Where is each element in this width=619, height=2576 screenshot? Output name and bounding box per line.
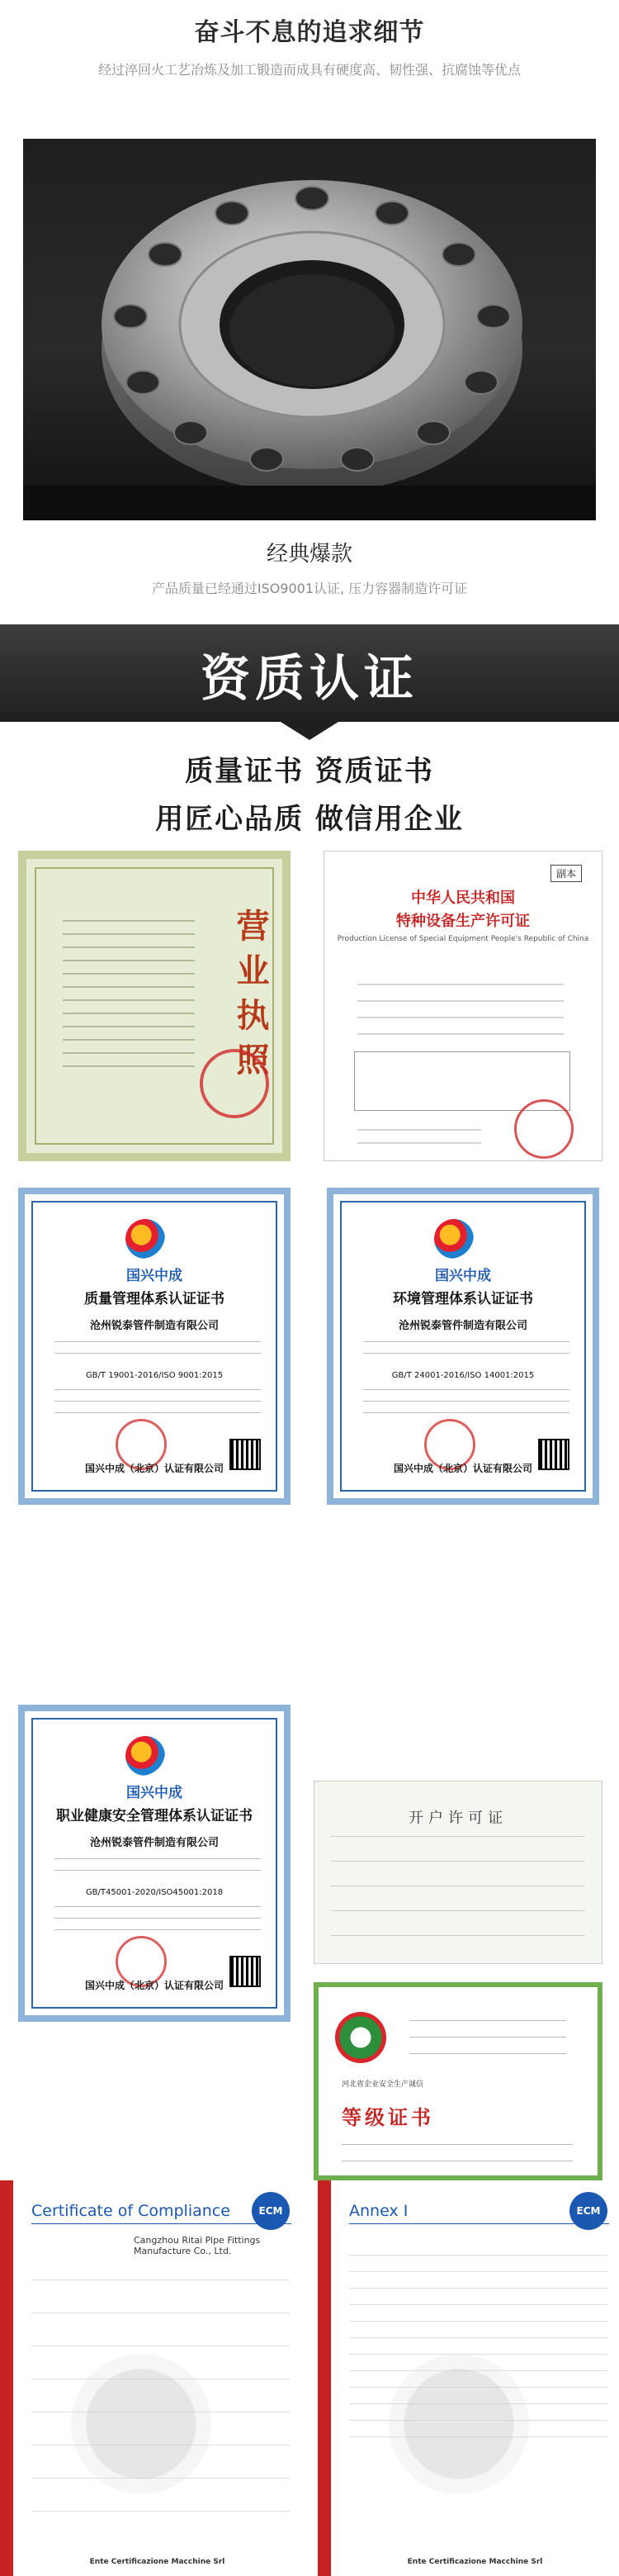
ce-annex-certificate (318, 2180, 619, 2576)
environment-management-certificate (327, 1188, 599, 1505)
watermark-icon (389, 2354, 529, 2494)
product-section (0, 0, 619, 611)
cert-title: 环境管理体系认证证书 (393, 1291, 533, 1307)
gxzc-logo-icon (434, 1219, 474, 1259)
ecm-logo-icon: ECM (252, 2192, 290, 2230)
copy-badge: 副本 (550, 865, 582, 882)
ohs-management-certificate (18, 1705, 291, 2022)
banner-notch (281, 722, 338, 740)
watermark-icon (71, 2354, 211, 2494)
safety-title: 等级证书 (342, 2106, 434, 2129)
qualification-banner (0, 624, 619, 722)
special-equipment-license (324, 851, 602, 1161)
permit-title: 开户许可证 (409, 1810, 508, 1827)
ce-footer: Ente Certificazione Macchine Srl (89, 2558, 225, 2566)
ecm-logo-icon: ECM (569, 2192, 607, 2230)
product-note: 产品质量已经通过ISO9001认证, 压力容器制造许可证 (151, 581, 468, 596)
cert-title: 职业健康安全管理体系认证证书 (56, 1808, 253, 1824)
cert-issuer: 国兴中成（北京）认证有限公司 (84, 1980, 224, 1991)
section-subtitle: 经过淬回火工艺冶炼及加工锻造而成具有硬度高、韧性强、抗腐蚀等优点 (97, 62, 521, 78)
cert-brand: 国兴中成 (126, 1268, 182, 1284)
slogan-line-1: 质量证书 资质证书 (185, 755, 434, 788)
ce-holder: Cangzhou Ritai Pipe Fittings Manufacture Co., Ltd. (134, 2235, 261, 2256)
quality-management-certificate (18, 1188, 291, 1505)
cert-company: 沧州锐泰管件制造有限公司 (89, 1837, 219, 1849)
product-name: 经典爆款 (266, 542, 352, 567)
flange-illustration (23, 139, 596, 520)
slogan-line-2: 用匠心品质 做信用企业 (155, 803, 464, 836)
ce-certificate-of-compliance (0, 2180, 301, 2576)
cert-standard: GB/T 19001-2016/ISO 9001:2015 (85, 1371, 224, 1380)
ce-title: Certificate of Compliance (31, 2202, 230, 2220)
cert-company: 沧州锐泰管件制造有限公司 (89, 1320, 219, 1332)
annex-footer: Ente Certificazione Macchine Srl (407, 2558, 543, 2566)
cert-brand: 国兴中成 (126, 1785, 182, 1801)
red-seal-icon (200, 1049, 269, 1118)
safety-emblem-icon (335, 2012, 386, 2063)
banner-title: 资质认证 (201, 650, 418, 708)
business-license-certificate (18, 851, 291, 1161)
license-english-title: Production License of Special Equipment People's Republic of China (337, 935, 589, 943)
license-text-lines (63, 908, 195, 1079)
account-opening-permit (314, 1781, 602, 1964)
safety-org: 河北省企业安全生产诚信 (342, 2080, 424, 2089)
cert-issuer: 国兴中成（北京）认证有限公司 (84, 1463, 224, 1474)
gxzc-logo-icon (125, 1736, 165, 1776)
cert-issuer: 国兴中成（北京）认证有限公司 (393, 1463, 532, 1474)
license-name: 特种设备生产许可证 (396, 913, 530, 930)
cert-standard: GB/T 24001-2016/ISO 14001:2015 (391, 1371, 535, 1380)
license-title: 营业执照 (231, 908, 269, 1087)
annex-title: Annex I (349, 2202, 409, 2220)
flange-product-image (23, 139, 596, 520)
cert-standard: GB/T45001-2020/ISO45001:2018 (85, 1888, 224, 1897)
cert-title: 质量管理体系认证证书 (84, 1291, 224, 1307)
cert-company: 沧州锐泰管件制造有限公司 (398, 1320, 527, 1332)
safety-production-credit-certificate (314, 1982, 602, 2180)
cert-brand: 国兴中成 (435, 1268, 491, 1284)
section-title: 奋斗不息的追求细节 (194, 18, 425, 47)
red-seal-icon (514, 1099, 574, 1159)
gxzc-logo-icon (125, 1219, 165, 1259)
license-country: 中华人民共和国 (411, 890, 515, 907)
